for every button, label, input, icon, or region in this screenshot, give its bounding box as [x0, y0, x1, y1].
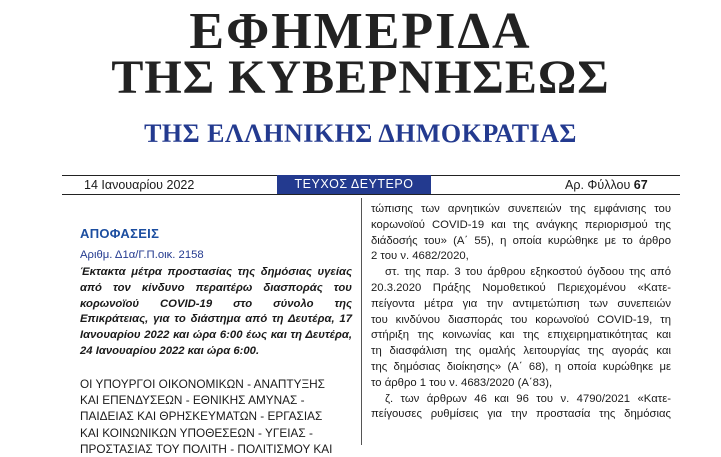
body-text-line: 20.3.2020 Πράξης Νομοθετικού Περιεχομένου «Κατε-	[371, 281, 671, 294]
body-text-line: ζ. των άρθρων 46 και 96 του ν. 4790/2021 «Κατε-	[385, 392, 671, 405]
decision-subject: Έκτακτα μέτρα προστασίας της δημόσιας υγείας από τον κίνδυνο περαιτέρω διασποράς του κορωνοϊού COVID-19 στο σύνολο της Επικράτειας, για το διάστημα από τη Δευτέρα, 17 Ιανουαρίου 2022 και ώρα 6:00 έως και τη Δευτέρα, 24 Ιανουαρίου 2022 και ώρα 6:00.	[80, 266, 352, 357]
body-text-line: κορωνοϊού COVID-19 και της ανάγκης περιορισμού της	[371, 218, 671, 231]
masthead-subtitle: ΤΗΣ ΚΥΒΕΡΝΗΣΕΩΣ	[111, 51, 610, 104]
body-text-line: στήριξη της κοινωνίας και της επιχειρηματικότητας και	[371, 329, 671, 342]
ministers-line: ΠΑΙΔΕΙΑΣ ΚΑΙ ΘΡΗΣΚΕΥΜΑΤΩΝ - ΕΡΓΑΣΙΑΣ	[80, 409, 323, 424]
sheet-number-label: Αρ. Φύλλου	[565, 178, 631, 192]
ministers-line: ΟΙ ΥΠΟΥΡΓΟΙ ΟΙΚΟΝΟΜΙΚΩΝ - ΑΝΑΠΤΥΞΗΣ	[80, 377, 325, 391]
body-text-line: πείγοντα μέτρα για την αντιμετώπιση των συνεπειών	[371, 297, 671, 310]
body-text-line: τώπισης των αρνητικών συνεπειών της εμφάνισης του	[371, 203, 671, 215]
issue-date: 14 Ιανουαρίου 2022	[84, 178, 195, 192]
body-text-line: διάδοσής του» (Α΄ 55), η οποία κυρώθηκε με το άρθρο	[371, 234, 671, 247]
body-text-line: του κινδύνου διασποράς του κορωνοϊού COVID-19, τη	[371, 313, 671, 326]
column-divider	[361, 198, 362, 445]
body-text-line: πείγουσες ρυθμίσεις για την προστασία της δημόσιας	[371, 408, 671, 421]
body-text-line: 2 του ν. 4682/2020,	[371, 250, 469, 263]
masthead-title: ΕΦΗΜΕΡΙΔΑ	[189, 3, 532, 60]
info-bar-bottom-rule	[62, 194, 680, 195]
right-column	[371, 202, 671, 423]
issue-series-badge: ΤΕΥΧΟΣ ΔΕΥΤΕΡΟ	[277, 175, 431, 194]
decision-reference: Αριθμ. Δ1α/Γ.Π.οικ. 2158	[80, 249, 204, 261]
section-title: ΑΠΟΦΑΣΕΙΣ	[80, 226, 160, 241]
body-text-line: της δημόσιας διοίκησης» (Α΄ 68), η οποία κυρώθηκε με	[371, 360, 671, 373]
sheet-number-value: 67	[633, 178, 648, 192]
body-text-line: τη διασφάλιση της ομαλής λειτουργίας της αγοράς και	[371, 345, 671, 358]
ministers-line: ΚΑΙ ΚΟΙΝΩΝΙΚΩΝ ΥΠΟΘΕΣΕΩΝ - ΥΓΕΙΑΣ -	[80, 425, 313, 440]
masthead-republic: ΤΗΣ ΕΛΛΗΝΙΚΗΣ ΔΗΜΟΚΡΑΤΙΑΣ	[144, 119, 577, 148]
body-text-line: στ. της παρ. 3 του άρθρου εξηκοστού όγδοου της από	[385, 266, 671, 279]
sheet-number	[565, 178, 648, 192]
ministers-line: ΠΡΟΣΤΑΣΙΑΣ ΤΟΥ ΠΟΛΙΤΗ - ΠΟΛΙΤΙΣΜΟΥ ΚΑΙ	[80, 441, 333, 456]
body-text-line: το άρθρο 1 του ν. 4683/2020 (Α΄83),	[371, 376, 553, 389]
ministers-line: ΚΑΙ ΕΠΕΝΔΥΣΕΩΝ - ΕΘΝΙΚΗΣ ΑΜΥΝΑΣ -	[80, 393, 305, 408]
